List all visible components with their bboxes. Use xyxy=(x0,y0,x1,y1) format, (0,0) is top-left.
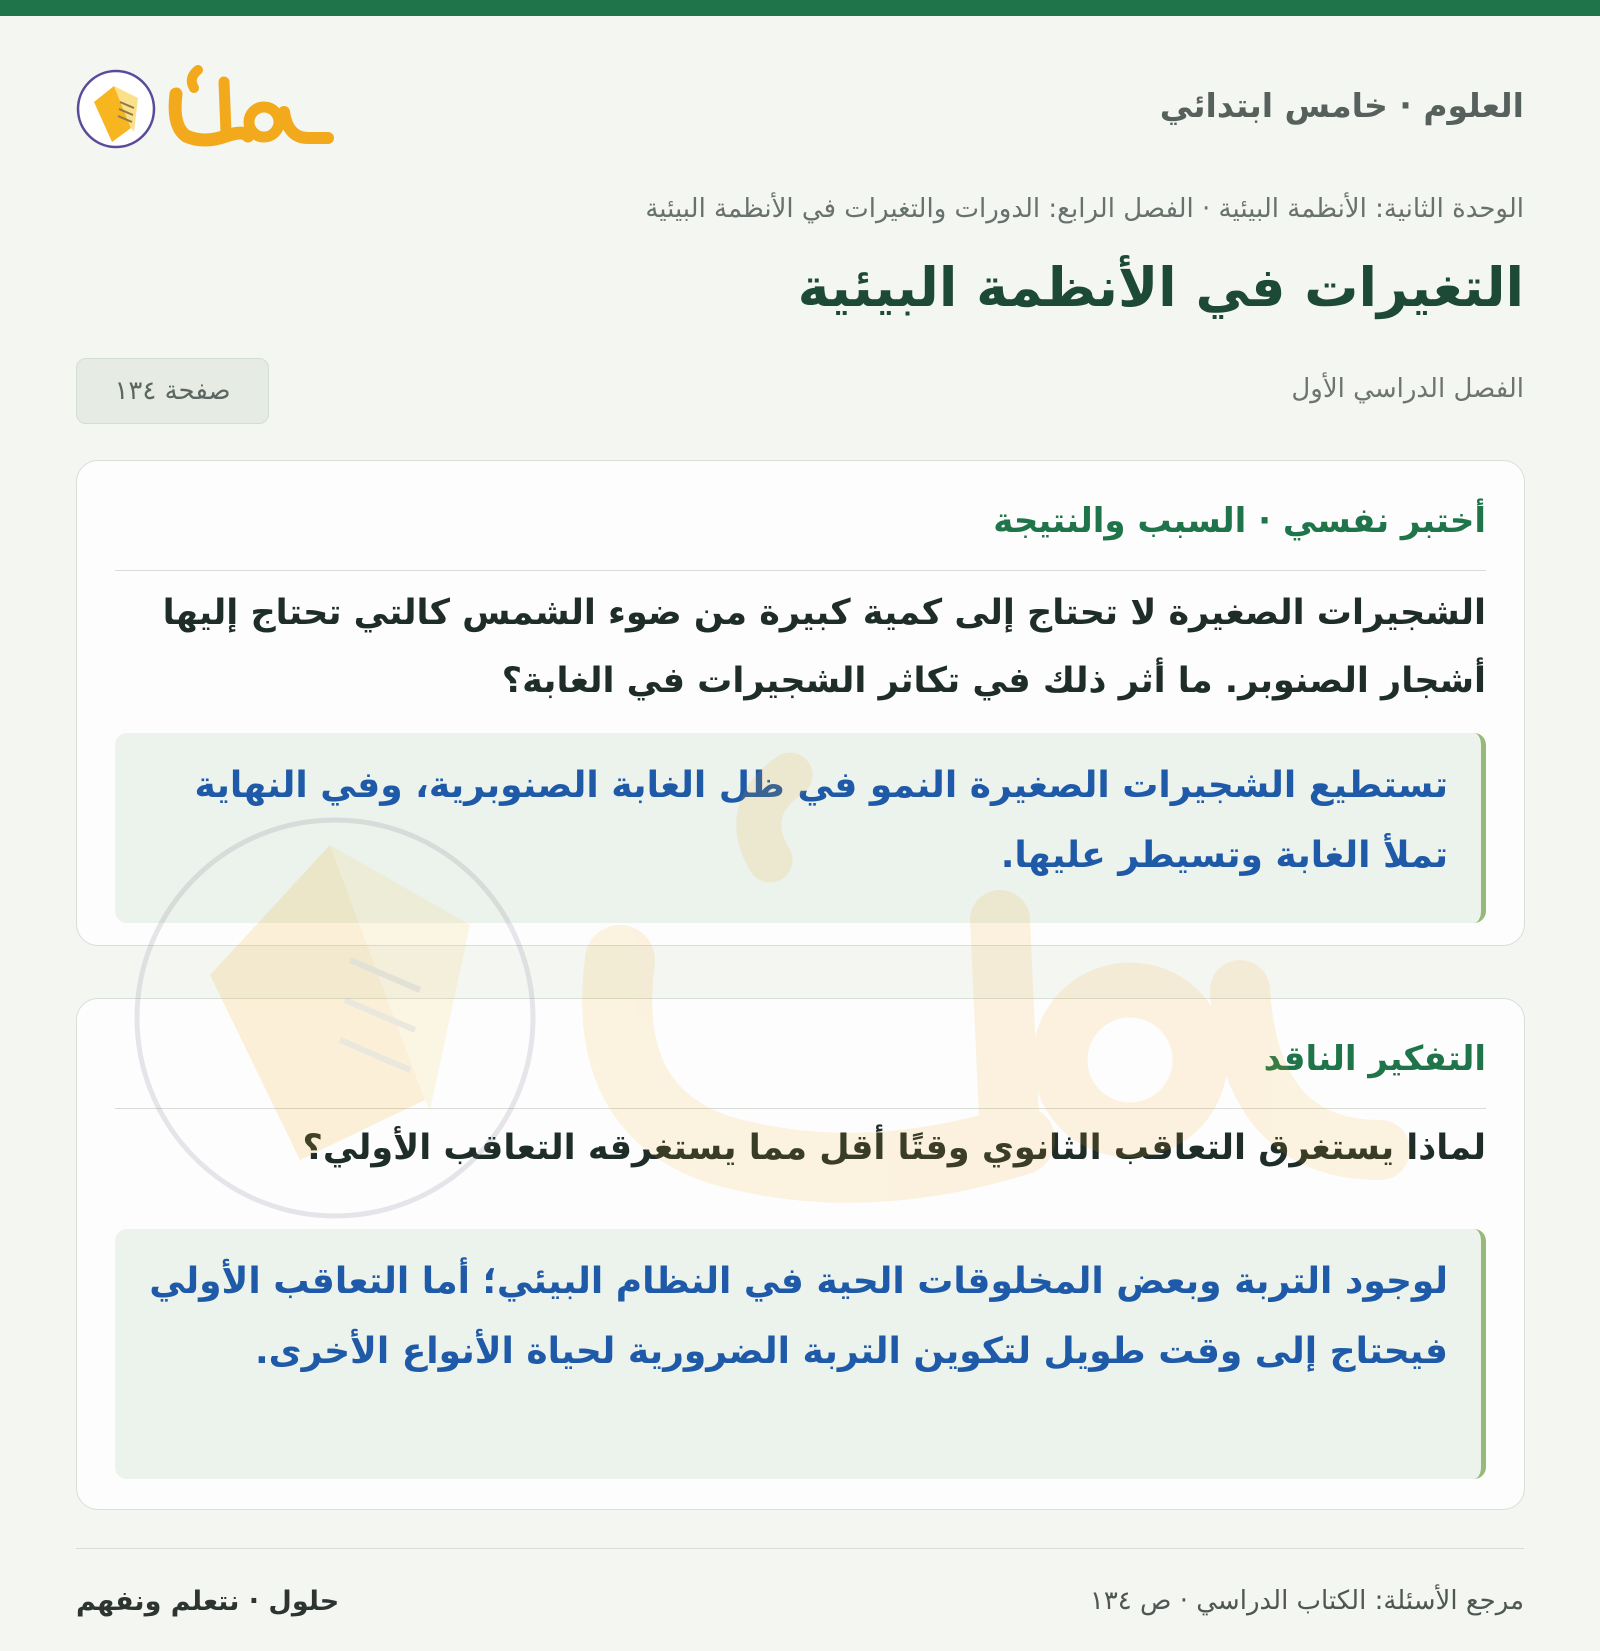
question-card xyxy=(76,998,1525,1510)
footer-brand: حلول · نتعلم ونفهم xyxy=(76,1586,340,1617)
card-heading-row xyxy=(115,1039,1486,1109)
page-title: التغيرات في الأنظمة البيئية xyxy=(797,256,1524,319)
answer-box: تستطيع الشجيرات الصغيرة النمو في ظل الغابة الصنوبرية، وفي النهاية تملأ الغابة وتسيطر عليها. xyxy=(115,733,1486,923)
brand-logo[interactable] xyxy=(76,52,336,162)
question-card xyxy=(76,460,1525,946)
question-text: الشجيرات الصغيرة لا تحتاج إلى كمية كبيرة من ضوء الشمس كالتي تحتاج إليها أشجار الصنوبر. ما أثر ذلك في تكاثر الشجيرات في الغابة؟ xyxy=(162,593,1486,701)
page-number-badge: صفحة ١٣٤ xyxy=(76,358,269,424)
page-header xyxy=(76,16,1524,196)
footer-divider xyxy=(76,1548,1524,1549)
card-heading-row xyxy=(115,501,1486,571)
term-label: الفصل الدراسي الأول xyxy=(1291,374,1524,404)
unit-breadcrumb: الوحدة الثانية: الأنظمة البيئية · الفصل الرابع: الدورات والتغيرات في الأنظمة البيئية xyxy=(645,194,1524,224)
question-text: لماذا يستغرق التعاقب الثانوي وقتًا أقل مما يستغرقه التعاقب الأولي؟ xyxy=(302,1128,1486,1168)
answer-box: لوجود التربة وبعض المخلوقات الحية في النظام البيئي؛ أما التعاقب الأولي فيحتاج إلى وقت طويل لتكوين التربة الضرورية لحياة الأنواع الأخرى. xyxy=(115,1229,1486,1479)
card-heading: التفكير الناقد xyxy=(1263,1039,1486,1079)
top-accent-bar xyxy=(0,0,1600,16)
footer-reference: مرجع الأسئلة: الكتاب الدراسي · ص ١٣٤ xyxy=(1089,1586,1524,1616)
subject-grade: العلوم · خامس ابتدائي xyxy=(1159,86,1524,125)
book-logo-icon xyxy=(76,52,336,162)
page xyxy=(76,16,1524,1651)
card-heading: أختبر نفسي · السبب والنتيجة xyxy=(993,501,1486,541)
